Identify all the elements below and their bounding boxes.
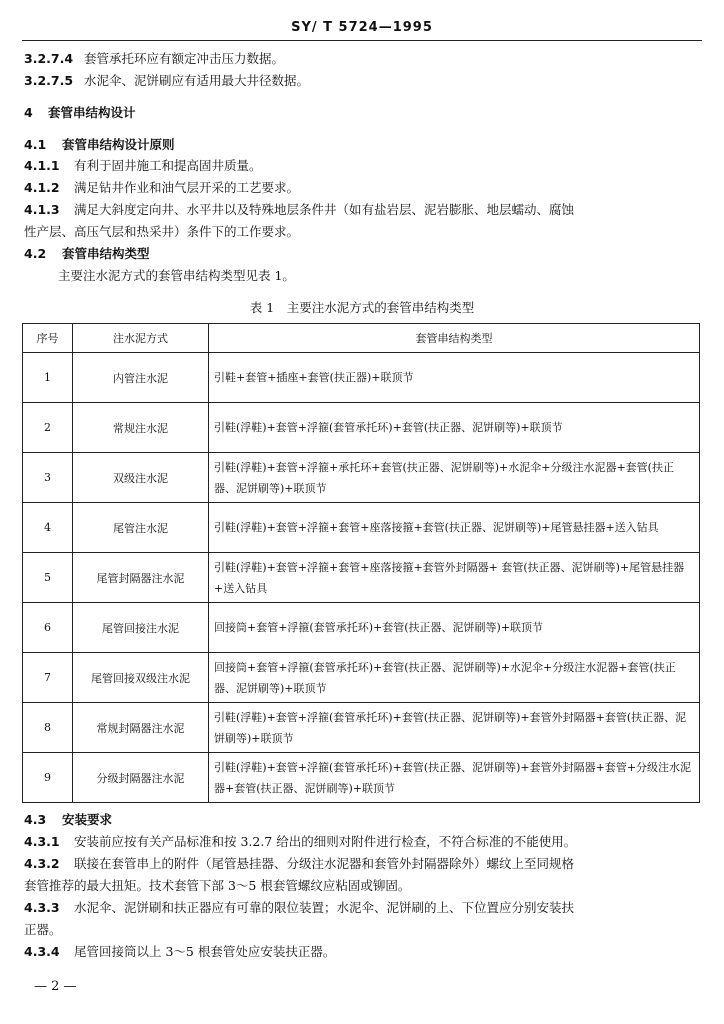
- row-number: 6: [23, 603, 73, 653]
- clause-4-3-2: [24, 855, 574, 873]
- table-row: [23, 403, 700, 453]
- clause-number: 4.1.1: [24, 158, 60, 173]
- row-method: 尾管注水泥: [73, 503, 209, 553]
- row-method: 尾管回接双级注水泥: [73, 653, 209, 703]
- header-rule: [22, 40, 702, 41]
- row-number: 5: [23, 553, 73, 603]
- clause-4-1-3-continuation: 性产层、高压气层和热采井）条件下的工作要求。: [24, 224, 300, 239]
- row-number: 9: [23, 753, 73, 803]
- row-structure: 引鞋(浮鞋)+套管+浮箍+承托环+套管(扶正器、泥饼刷等)+水泥伞+分级注水泥器+套管(扶正器、泥饼刷等)+联顶节: [209, 453, 700, 503]
- clause-4-3-3: [24, 899, 574, 917]
- table-caption: 表 1 主要注水泥方式的套管串结构类型: [249, 300, 475, 315]
- row-method: 双级注水泥: [73, 453, 209, 503]
- row-number: 8: [23, 703, 73, 753]
- table-row: [23, 703, 700, 753]
- clause-4-3-1: [24, 833, 576, 851]
- row-structure: 引鞋(浮鞋)+套管+浮箍+套管+座落接箍+套管外封隔器+ 套管(扶正器、泥饼刷等)+尾管悬挂器+送入钻具: [209, 553, 700, 603]
- clause-text: 有利于固井施工和提高固井质量。: [73, 158, 262, 173]
- clause-3-2-7-5: [24, 72, 309, 90]
- row-method: 常规注水泥: [73, 403, 209, 453]
- header-cell-structure: 套管串结构类型: [209, 324, 700, 353]
- table-row: [23, 653, 700, 703]
- clause-text: 尾管回接筒以上 3～5 根套管处应安装扶正器。: [73, 944, 336, 959]
- clause-number: 4.3.3: [24, 900, 60, 915]
- row-number: 7: [23, 653, 73, 703]
- clause-4-1-2: [24, 179, 299, 197]
- section-4-2-heading: [24, 245, 150, 263]
- section-title: 套管串结构类型: [61, 246, 150, 261]
- clause-number: 3.2.7.5: [24, 73, 74, 88]
- table-row: [23, 353, 700, 403]
- section-number: 4.2: [24, 246, 47, 261]
- clause-text: 套管承托环应有额定冲击压力数据。: [83, 51, 284, 66]
- clause-text: 满足大斜度定向井、水平井以及特殊地层条件井（如有盐岩层、泥岩膨胀、地层蠕动、腐蚀: [73, 202, 574, 217]
- section-number: 4.3: [24, 812, 47, 827]
- clause-text: 安装前应按有关产品标准和按 3.2.7 给出的细则对附件进行检查，不符合标准的不能使用。: [73, 834, 577, 849]
- clause-4-1-3: [24, 201, 574, 219]
- row-structure: 引鞋(浮鞋)+套管+浮箍(套管承托环)+套管(扶正器、泥饼刷等)+套管外封隔器+套管+分级注水泥器+套管(扶正器、泥饼刷等)+联顶节: [209, 753, 700, 803]
- section-title: 套管串结构设计原则: [61, 137, 175, 152]
- table-row: [23, 503, 700, 553]
- section-4-3-heading: [24, 811, 112, 829]
- clause-number: 3.2.7.4: [24, 51, 74, 66]
- section-4-1-heading: [24, 136, 175, 154]
- header-cell-method: 注水泥方式: [73, 324, 209, 353]
- section-title: 套管串结构设计: [47, 105, 136, 120]
- row-structure: 引鞋+套管+插座+套管(扶正器)+联顶节: [209, 353, 700, 403]
- row-structure: 回接筒+套管+浮箍(套管承托环)+套管(扶正器、泥饼刷等)+水泥伞+分级注水泥器+套管(扶正器、泥饼刷等)+联顶节: [209, 653, 700, 703]
- clause-number: 4.3.4: [24, 944, 60, 959]
- row-structure: 引鞋(浮鞋)+套管+浮箍(套管承托环)+套管(扶正器、泥饼刷等)+套管外封隔器+套管(扶正器、泥饼刷等)+联顶节: [209, 703, 700, 753]
- row-method: 分级封隔器注水泥: [73, 753, 209, 803]
- table-row: [23, 553, 700, 603]
- clause-number: 4.1.3: [24, 202, 60, 217]
- clause-number: 4.3.2: [24, 856, 60, 871]
- clause-4-3-2-continuation: 套管推荐的最大扭矩。技术套管下部 3～5 根套管螺纹应粘固或铆固。: [24, 878, 411, 893]
- section-4-2-text: 主要注水泥方式的套管串结构类型见表 1。: [58, 268, 295, 283]
- row-number: 4: [23, 503, 73, 553]
- clause-text: 水泥伞、泥饼刷应有适用最大井径数据。: [83, 73, 309, 88]
- row-method: 内管注水泥: [73, 353, 209, 403]
- standard-header: SY/ T 5724—1995: [291, 20, 433, 35]
- clause-3-2-7-4: [24, 50, 284, 68]
- section-number: 4.1: [24, 137, 47, 152]
- page-number: — 2 —: [34, 979, 77, 994]
- row-structure: 回接筒+套管+浮箍(套管承托环)+套管(扶正器、泥饼刷等)+联顶节: [209, 603, 700, 653]
- row-method: 尾管封隔器注水泥: [73, 553, 209, 603]
- clause-4-1-1: [24, 157, 262, 175]
- table-row: [23, 753, 700, 803]
- clause-text: 水泥伞、泥饼刷和扶正器应有可靠的限位装置；水泥伞、泥饼刷的上、下位置应分别安装扶: [73, 900, 574, 915]
- row-number: 2: [23, 403, 73, 453]
- row-structure: 引鞋(浮鞋)+套管+浮箍(套管承托环)+套管(扶正器、泥饼刷等)+联顶节: [209, 403, 700, 453]
- row-method: 尾管回接注水泥: [73, 603, 209, 653]
- section-title: 安装要求: [61, 812, 112, 827]
- clause-text: 满足钻井作业和油气层开采的工艺要求。: [73, 180, 299, 195]
- section-4-heading: [24, 104, 136, 122]
- clause-4-3-3-continuation: 正器。: [24, 922, 62, 937]
- section-number: 4: [24, 105, 33, 120]
- clause-4-3-4: [24, 943, 335, 961]
- table-row: [23, 453, 700, 503]
- clause-text: 联接在套管串上的附件（尾管悬挂器、分级注水泥器和套管外封隔器除外）螺纹上至同规格: [73, 856, 574, 871]
- clause-number: 4.1.2: [24, 180, 60, 195]
- header-cell-no: 序号: [23, 324, 73, 353]
- table-header-row: [23, 324, 700, 353]
- row-number: 1: [23, 353, 73, 403]
- row-method: 常规封隔器注水泥: [73, 703, 209, 753]
- structure-type-table: [22, 323, 700, 803]
- table-row: [23, 603, 700, 653]
- row-number: 3: [23, 453, 73, 503]
- row-structure: 引鞋(浮鞋)+套管+浮箍+套管+座落接箍+套管(扶正器、泥饼刷等)+尾管悬挂器+送入钻具: [209, 503, 700, 553]
- clause-number: 4.3.1: [24, 834, 60, 849]
